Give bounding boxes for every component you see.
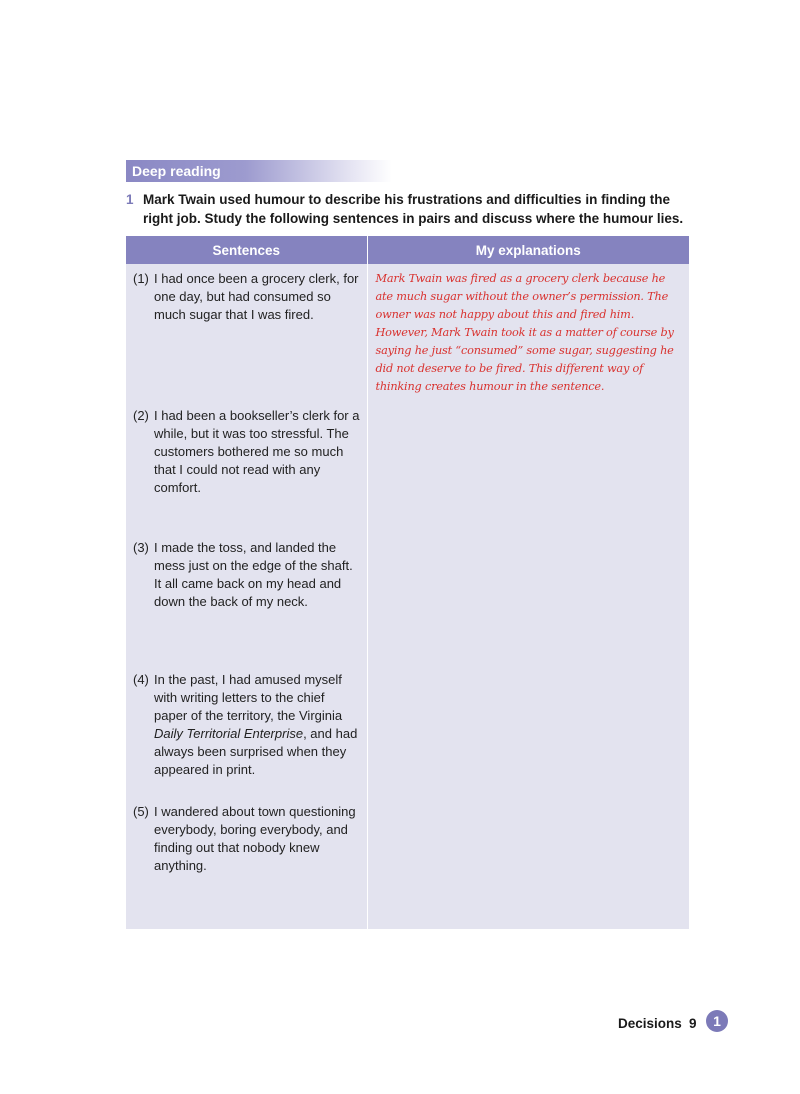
explanation-cell[interactable] [367, 665, 689, 797]
sentence-number: (3) [133, 540, 149, 555]
newspaper-title: Daily Territorial Enterprise [154, 726, 304, 741]
header-sentences: Sentences [126, 236, 367, 264]
sentence-cell [126, 665, 367, 797]
sentence-cell [126, 533, 367, 665]
explanation-text [368, 797, 690, 803]
question [126, 190, 696, 228]
table-row [126, 264, 689, 401]
sentence-text: I made the toss, and landed the mess just on the edge of the shaft. It all came back on my head and down the back of my neck. [154, 540, 353, 609]
table-row [126, 665, 689, 797]
explanation-cell[interactable] [367, 401, 689, 533]
question-number: 1 [126, 192, 134, 207]
sentence-cell [126, 797, 367, 929]
sentence-number: (2) [133, 408, 149, 423]
page-footer [600, 1014, 730, 1034]
table-row [126, 401, 689, 533]
sentence-number: (1) [133, 271, 149, 286]
footer-chapter-title: Decisions [618, 1016, 682, 1031]
header-explanations: My explanations [367, 236, 689, 264]
explanation-cell[interactable] [367, 264, 689, 401]
chapter-badge: 1 [706, 1010, 728, 1032]
sentence-number: (5) [133, 804, 149, 819]
explanation-text [368, 665, 690, 671]
explanation-text [368, 533, 690, 539]
table-row [126, 533, 689, 665]
explanation-text [368, 401, 690, 407]
sentence-text: I had once been a grocery clerk, for one day, but had consumed so much sugar that I was fired. [154, 271, 359, 322]
sentence-text: In the past, I had amused myself with writing letters to the chief paper of the territory, the Virginia [154, 672, 343, 723]
question-text: Mark Twain used humour to describe his frustrations and difficulties in finding the right job. Study the following sentences in pairs and discuss where the humour lies. [143, 192, 684, 226]
sentence-text-end: , and had always been surprised when they appeared in print. [154, 726, 358, 777]
sentence-text: I had been a bookseller’s clerk for a while, but it was too stressful. The customers bothered me so much that I could not read with any comfort. [154, 408, 360, 495]
page-number: 9 [689, 1016, 697, 1031]
table-row [126, 797, 689, 929]
explanation-text: Mark Twain was fired as a grocery clerk because he ate much sugar without the owner’s permission. The owner was not happy about this and fired him. However, Mark Twain took it as a matter of course by saying he just “consumed” some sugar, suggesting he did not deserve to be fired. This different way of thinking creates humour in the sentence. [375, 272, 674, 393]
sentence-number: (4) [133, 672, 149, 687]
explanation-cell[interactable] [367, 797, 689, 929]
sentence-cell [126, 401, 367, 533]
explanation-cell[interactable] [367, 533, 689, 665]
sentences-table [126, 236, 689, 929]
section-title: Deep reading [126, 160, 392, 182]
sentence-cell [126, 264, 367, 401]
sentence-text: I wandered about town questioning everybody, boring everybody, and finding out that nobody knew anything. [154, 804, 356, 873]
